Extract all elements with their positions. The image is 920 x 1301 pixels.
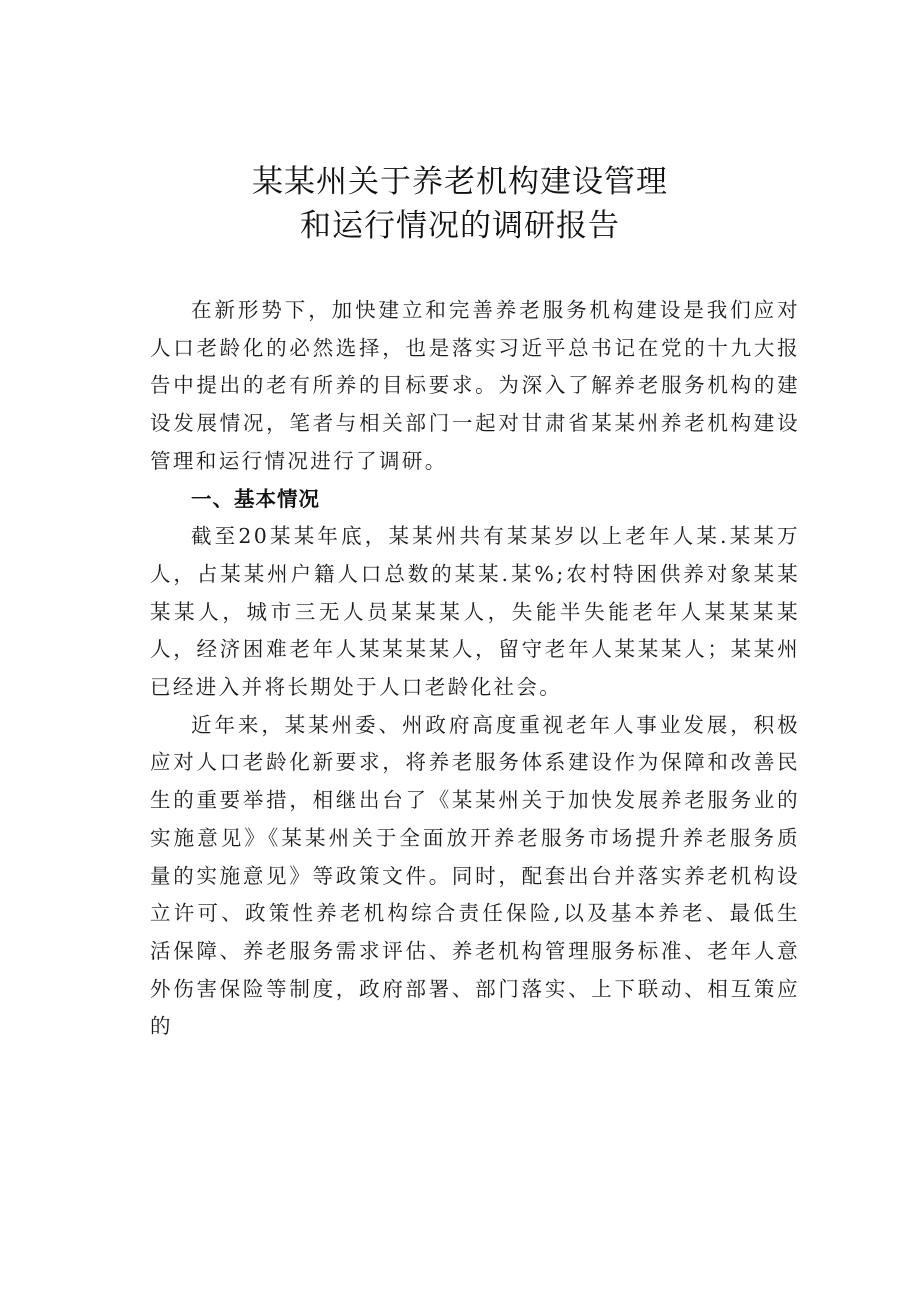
paragraph-intro: 在新形势下，加快建立和完善养老服务机构建设是我们应对人口老龄化的必然选择，也是落实习近平总书记在党的十九大报告中提出的老有所养的目标要求。为深入了解养老服务机构的建设发展情况，笔者与相关部门一起对甘肃省某某州养老机构建设管理和运行情况进行了调研。 xyxy=(150,298,800,473)
paragraph-population-stats: 截至20某某年底，某某州共有某某岁以上老年人某.某某万人，占某某州户籍人口总数的某某.某%;农村特困供养对象某某某某人，城市三无人员某某某人，失能半失能老年人某某某某人，经济困难老年人某某某某人，留守老年人某某某人；某某州已经进入并将长期处于人口老龄化社会。 xyxy=(150,524,800,700)
title-line-2: 和运行情况的调研报告 xyxy=(300,208,620,244)
section-heading-basic-situation: 一、基本情况 xyxy=(191,486,320,511)
document-title xyxy=(0,160,920,248)
paragraph-policy-measures: 近年来，某某州委、州政府高度重视老年人事业发展，积极应对人口老龄化新要求，将养老服务体系建设作为保障和改善民生的重要举措，相继出台了《某某州关于加快发展养老服务业的实施意见》《某某州关于全面放开养老服务市场提升养老服务质量的实施意见》等政策文件。同时，配套出台并落实养老机构设立许可、政策性养老机构综合责任保险,以及基本养老、最低生活保障、养老服务需求评估、养老机构管理服务标准、老年人意外伤害保险等制度，政府部署、部门落实、上下联动、相互策应的 xyxy=(150,712,800,1039)
document-body xyxy=(150,292,800,1046)
title-line-1: 某某州关于养老机构建设管理 xyxy=(252,164,668,200)
